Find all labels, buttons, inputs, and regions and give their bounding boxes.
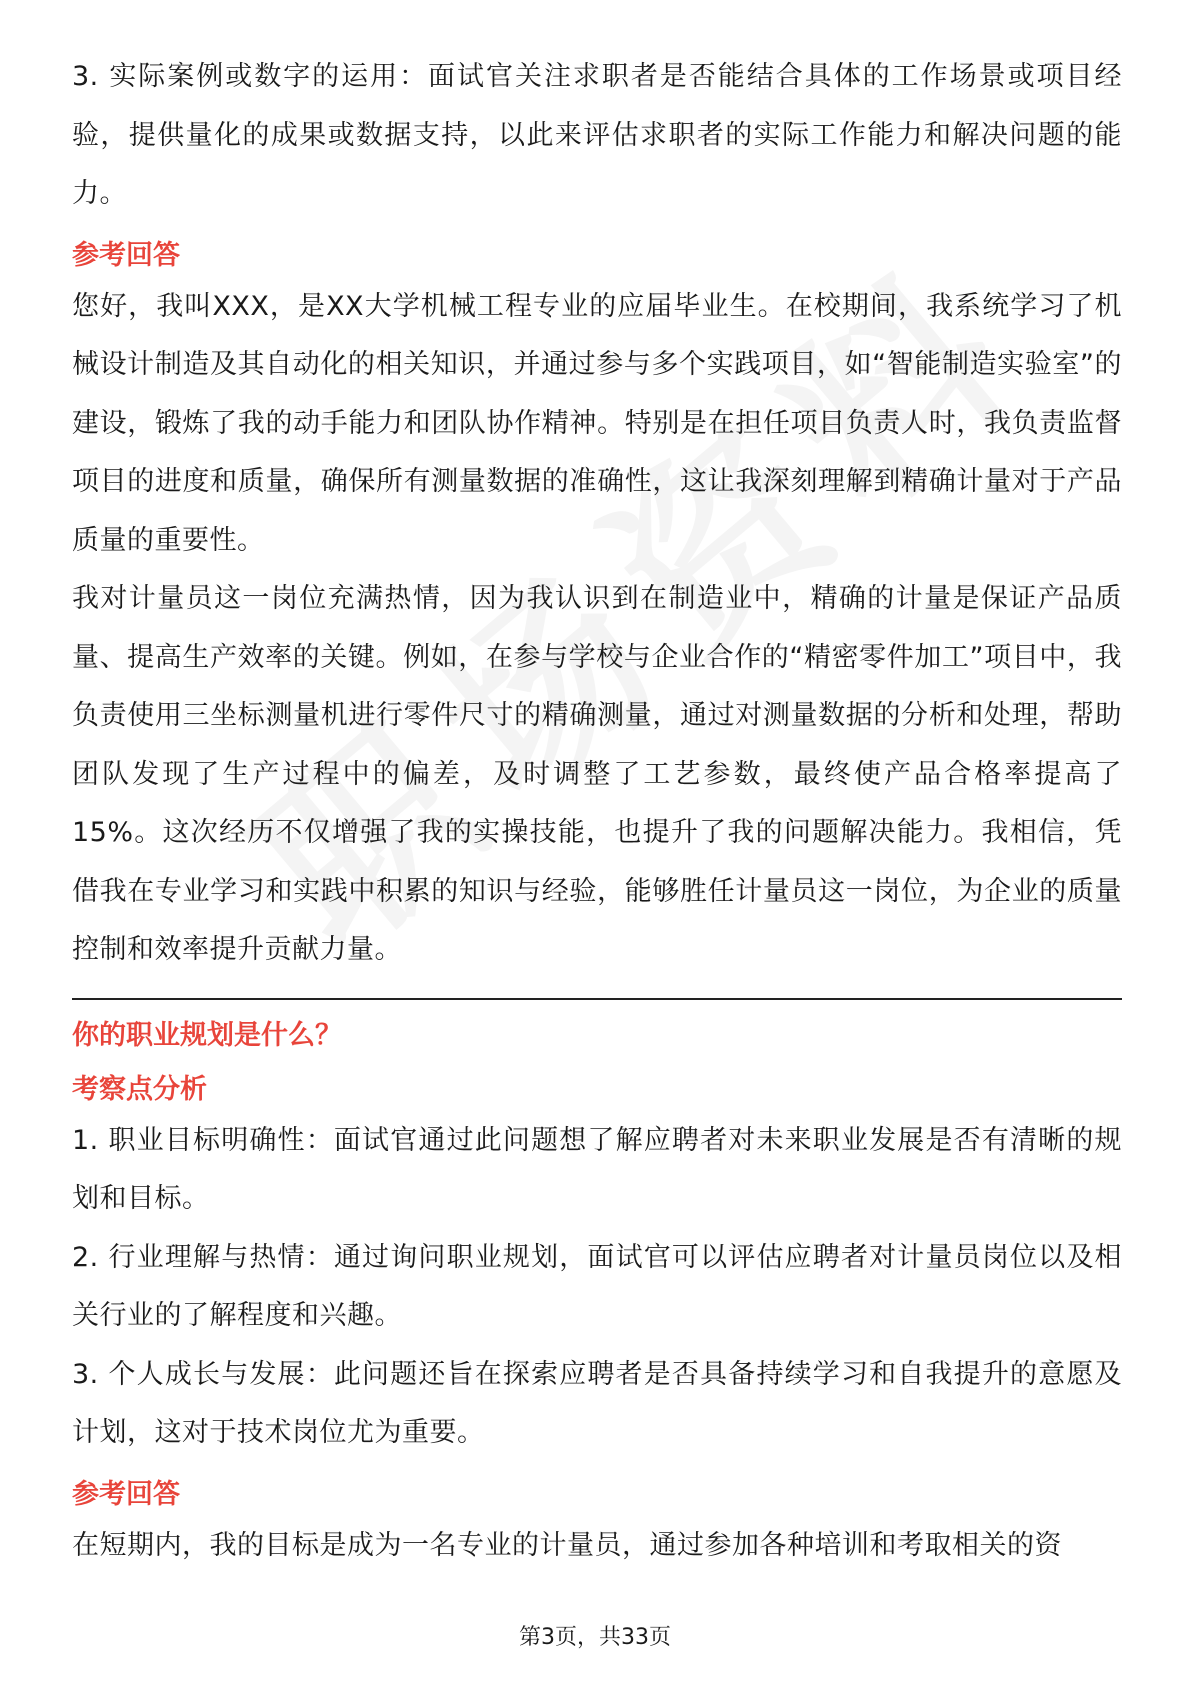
answer-paragraph: 在短期内，我的目标是成为一名专业的计量员，通过参加各种培训和考取相关的资 [72,1529,1062,1561]
answer-paragraph: 我对计量员这一岗位充满热情，因为我认识到在制造业中，精确的计量是保证产品质量、提高生产效率的关键。例如，在参与学校与企业合作的“精密零件加工”项目中，我负责使用三坐标测量机进行零件尺寸的精确测量，通过对测量数据的分析和处理，帮助团队发现了生产过程中的偏差，及时调整了工艺参数，最终使产品合格率提高了15%。这次经历不仅增强了我的实操技能，也提升了我的问题解决能力。我相信，凭借我在专业学习和实践中积累的知识与经验，能够胜任计量员这一岗位，为企业的质量控制和效率提升贡献力量。 [72,583,1122,965]
reference-answer-heading: 参考回答 [72,239,180,271]
section-divider [72,998,1122,1000]
analysis-point-3-continued: 3. 实际案例或数字的运用：面试官关注求职者是否能结合具体的工作场景或项目经验，提供量化的成果或数据支持，以此来评估求职者的实际工作能力和解决问题的能力。 [72,61,1122,209]
page-footer: 第3页，共33页 [519,1625,671,1650]
answer-paragraph: 您好，我叫XXX，是XX大学机械工程专业的应届毕业生。在校期间，我系统学习了机械设计制造及其自动化的相关知识，并通过参与多个实践项目，如“智能制造实验室”的建设，锻炼了我的动手能力和团队协作精神。特别是在担任项目负责人时，我负责监督项目的进度和质量，确保所有测量数据的准确性，这让我深刻理解到精确计量对于产品质量的重要性。 [72,290,1122,556]
analysis-point: 3. 个人成长与发展：此问题还旨在探索应聘者是否具备持续学习和自我提升的意愿及计划，这对于技术岗位尤为重要。 [72,1358,1122,1448]
question-title: 你的职业规划是什么？ [72,1019,342,1051]
analysis-point: 1. 职业目标明确性：面试官通过此问题想了解应聘者对未来职业发展是否有清晰的规划和目标。 [72,1124,1122,1214]
document-page [72,48,1122,1575]
reference-answer-heading: 参考回答 [72,1478,180,1510]
analysis-heading: 考察点分析 [72,1073,207,1105]
analysis-point: 2. 行业理解与热情：通过询问职业规划，面试官可以评估应聘者对计量员岗位以及相关行业的了解程度和兴趣。 [72,1241,1122,1331]
